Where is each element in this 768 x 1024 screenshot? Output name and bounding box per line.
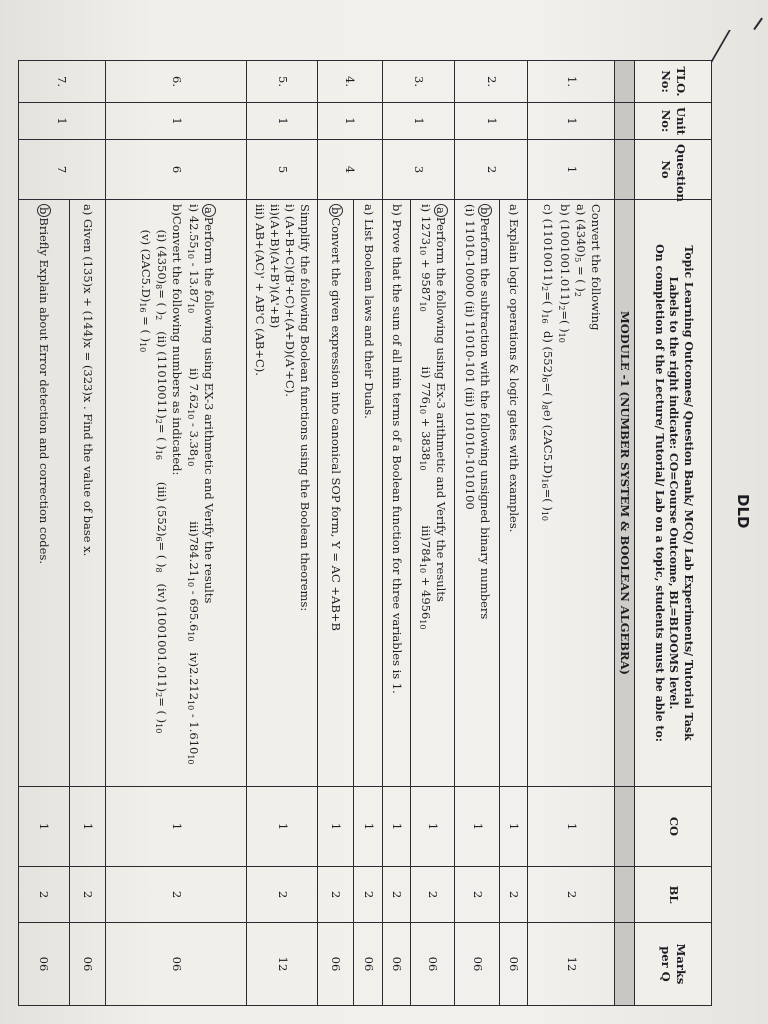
question-row [528,61,615,1006]
line-text: =( ) [541,382,556,405]
base-subscript: 8 [154,567,164,573]
question-header [635,140,712,200]
line-text: =( ) [541,488,556,511]
base-subscript: 16 [154,449,164,460]
line-text: - 13.87 [186,258,201,304]
question-text [318,200,354,787]
line-text: b) Prove that the sum of all min terms of a Boolean function for three variables is 1. [389,204,404,694]
co-value: 1 [105,787,246,867]
base-subscript: 10 [418,619,428,630]
module-row [615,61,635,1006]
marks-value: 06 [499,923,527,1006]
line-text: b)Convert the following numbers as indicated: [170,204,185,476]
question-row [247,61,318,1006]
base-subscript: 16 [540,313,550,324]
line-text: ii)(A+B)(A+B')(A'+B) [268,204,283,329]
question-header-line: No [659,160,674,179]
question-line [184,204,200,782]
base-subscript: 5 [573,257,583,263]
question-number: 5 [247,140,318,200]
line-text: - 3.38 [186,419,201,457]
base-subscript: 2 [573,291,583,298]
bl-value: 2 [528,867,615,923]
line-text: a) (4340) [574,204,589,258]
module-blank-cell [615,787,635,867]
line-text: = ( ) [139,312,154,343]
question-line [539,204,555,782]
co-value: 1 [354,787,382,867]
question-line [267,204,282,782]
question-text [499,200,527,787]
line-text: i) (A+B+C)(B'+C)+(A+D)(A'+C). [283,204,298,397]
module-blank-cell [615,140,635,200]
question-line [282,204,297,782]
question-text [455,200,499,787]
marks-header-line: per Q [659,946,674,982]
base-subscript: 2 [154,418,164,424]
tlo-number: 1. [528,61,615,103]
question-row [455,61,499,1006]
base-subscript: 8 [154,284,164,290]
module-blank-cell [615,867,635,923]
question-text [105,200,246,787]
question-text [382,200,410,787]
bl-value: 2 [499,867,527,923]
module-title: MODULE -1 (NUMBER SYSTEM & BOOLEAN ALGEBRA) [615,200,635,787]
tlo-header [635,61,712,103]
co-value: 1 [411,787,455,867]
tlo-number: 6. [105,61,246,103]
tlo-number: 3. [382,61,455,103]
bl-header: BL [635,867,712,923]
marks-value: 06 [318,923,354,1006]
line-text: ii) 7.62 [186,313,201,410]
question-line [137,204,153,782]
co-value: 1 [528,787,615,867]
bl-value: 2 [354,867,382,923]
part-circle-label: b [329,204,343,217]
question-line [433,204,448,782]
co-value: 1 [247,787,318,867]
question-text [247,200,318,787]
question-line [153,204,169,782]
part-circle-label: b [37,204,51,217]
topic-header-line: Labels to the right indicate: CO=Course Outcome, BL=BLOOMS level. [667,276,681,710]
part-circle-label: a [434,204,448,217]
line-text: a) Explain logic operations & logic gates with examples. [506,204,521,533]
marks-value: 06 [382,923,410,1006]
base-subscript: 10 [185,700,195,711]
base-subscript: 10 [185,456,195,467]
base-subscript: 10 [138,342,148,353]
module-blank-cell [615,61,635,103]
question-line [417,204,433,782]
co-value: 1 [19,787,70,867]
question-line [588,204,603,782]
question-row [354,61,382,1006]
bl-value: 2 [382,867,410,923]
unit-number: 1 [318,103,383,140]
question-line [506,204,521,782]
line-text: b) (1001001.011) [557,204,572,306]
base-subscript: 2 [154,692,164,698]
question-number: 4 [318,140,383,200]
base-subscript: 10 [556,332,566,343]
question-line [572,204,588,782]
line-text: Simplify the following Boolean functions using the Boolean theorems: [298,204,313,612]
line-text: - 1.610 [186,710,201,755]
part-circle-label: a [202,204,216,217]
unit-header-line: No: [659,109,674,133]
marks-value: 12 [528,923,615,1006]
bl-value: 2 [318,867,354,923]
line-text: = ( ) [155,289,170,316]
marks-value: 06 [19,923,70,1006]
question-line [328,204,343,782]
line-text: = ( ) [155,541,170,568]
unit-number: 1 [247,103,318,140]
base-subscript: 10 [185,303,195,314]
question-line [252,204,267,782]
question-header-line: Question [674,144,689,202]
bl-value: 2 [19,867,70,923]
question-line [389,204,404,782]
topic-header [635,200,712,787]
question-number: 6 [105,140,246,200]
base-subscript: 8 [540,404,550,410]
line-text: a) Given (135)x + (144)x = (323)x . Find the value of base x. [80,204,95,557]
base-subscript: 16 [540,478,550,489]
question-text [528,200,615,787]
header-row [635,61,712,1006]
module-blank-cell [615,923,635,1006]
base-subscript: 10 [418,301,428,312]
line-text: = ( ) [155,423,170,450]
tlo-number: 5. [247,61,318,103]
base-subscript: 10 [418,245,428,256]
marks-value: 06 [354,923,382,1006]
bl-value: 2 [411,867,455,923]
line-text: i) 1273 [419,204,434,246]
question-row [19,61,70,1006]
line-text: iii) AB+(AC)' + AB'C (AB+C). [253,204,268,376]
marks-value: 12 [247,923,318,1006]
question-row [382,61,410,1006]
topic-header-line: On completion of the Lecture/ Tutorial/ Lab on a topic, students must be able to: [652,244,666,742]
question-line [201,204,216,782]
base-subscript: 16 [138,302,148,313]
line-text: =( ) [541,291,556,314]
question-number: 7 [19,140,106,200]
document-title: DLD [734,494,752,529]
base-subscript: 6 [540,377,550,383]
marks-value: 06 [455,923,499,1006]
line-text: ii) 776 [419,311,434,404]
base-subscript: 10 [418,562,428,574]
unit-number: 1 [105,103,246,140]
line-text: Briefly Explain about Error detection and correction codes. [37,217,52,565]
base-subscript: 10 [185,248,195,259]
marks-header [635,923,712,1006]
line-text: c) (11010011) [541,204,556,287]
base-subscript: 10 [154,723,164,734]
base-subscript: 10 [540,510,550,522]
question-row [411,61,455,1006]
tlo-number: 7. [19,61,106,103]
question-bank-table [18,60,712,1006]
marks-value: 06 [105,923,246,1006]
line-text: =( ) [557,310,572,333]
question-row [69,61,105,1006]
line-text: + 3838 [419,414,434,461]
marks-value: 06 [69,923,105,1006]
line-text: (i) (4350) [155,204,170,285]
question-number: 2 [455,140,528,200]
question-line [477,204,492,782]
question-line [361,204,376,782]
bl-value: 2 [455,867,499,923]
question-row [318,61,354,1006]
module-blank-cell [615,103,635,140]
co-value: 1 [499,787,527,867]
base-subscript: 2 [154,315,164,321]
unit-header-line: Unit [674,107,689,136]
line-text: + 4956 [419,573,434,620]
topic-header-line: Topic Learning Outcomes/ Question Bank/ MCQ/ Lab Experiments/ Tutorial Task [681,245,695,741]
base-subscript: 10 [418,460,428,471]
line-text: Convert the given expression into canonical SOP form, Y = AC +AB+B [329,217,344,631]
line-text: d) (552) [541,323,556,378]
line-text: i) 42.55 [186,204,201,249]
line-text: + 9587 [419,255,434,302]
question-number: 1 [528,140,615,200]
question-text [69,200,105,787]
tlo-number: 2. [455,61,528,103]
question-text [354,200,382,787]
unit-number: 1 [528,103,615,140]
line-text: iii)784 [419,470,434,563]
tlo-header-line: No: [659,70,674,93]
line-text: (v) (2AC5.D) [139,204,154,303]
line-text: Perform the following using Ex-3 arithmetic and Verify the results [434,216,449,602]
line-text: (i) 11010-10000 (ii) 11010-101 (iii) 101010-1010100 [463,204,478,510]
base-subscript: 10 [185,409,195,420]
line-text: Convert the following [589,204,604,331]
line-text: = ( ) [155,697,170,724]
line-text: (iii) (552) [155,459,170,537]
part-circle-label: b [478,204,492,217]
base-subscript: 10 [185,631,195,642]
line-text: iii)784.21 [186,466,201,577]
line-text: e) (2AC5.D) [541,409,556,479]
co-value: 1 [455,787,499,867]
unit-number: 1 [19,103,106,140]
co-value: 1 [318,787,354,867]
base-subscript: 10 [185,754,195,765]
question-line [80,204,95,782]
line-text: iv)2.212 [186,641,201,701]
bl-value: 2 [69,867,105,923]
question-text [19,200,70,787]
question-number: 3 [382,140,455,200]
question-line [169,204,184,782]
bl-value: 2 [247,867,318,923]
unit-header [635,103,712,140]
line-text: Perform the following using EX-3 arithmetic and Verify the results [201,216,216,604]
base-subscript: 10 [418,403,428,415]
question-row [105,61,246,1006]
tlo-header-line: TLO. [674,66,689,97]
question-line [555,204,571,782]
line-text: (iv) (1001001.011) [155,572,170,693]
base-subscript: 6 [154,536,164,542]
question-line [462,204,477,782]
line-text: Perform the subtraction with the following unsigned binary numbers [478,217,493,620]
base-subscript: 10 [185,576,195,588]
base-subscript: 2 [556,305,566,311]
unit-number: 1 [382,103,455,140]
line-text: (ii) (11010011) [155,320,170,419]
question-line [36,204,51,782]
unit-number: 1 [455,103,528,140]
question-text [411,200,455,787]
question-row [499,61,527,1006]
question-line [297,204,312,782]
co-header: CO [635,787,712,867]
tlo-number: 4. [318,61,383,103]
line-text: a) List Boolean laws and their Duals. [361,204,376,419]
co-value: 1 [382,787,410,867]
base-subscript: 2 [540,286,550,292]
marks-header-line: Marks [674,943,689,985]
marks-value: 06 [411,923,455,1006]
co-value: 1 [69,787,105,867]
line-text: = ( ) [574,262,589,292]
line-text: - 695.6 [186,587,201,632]
bl-value: 2 [105,867,246,923]
